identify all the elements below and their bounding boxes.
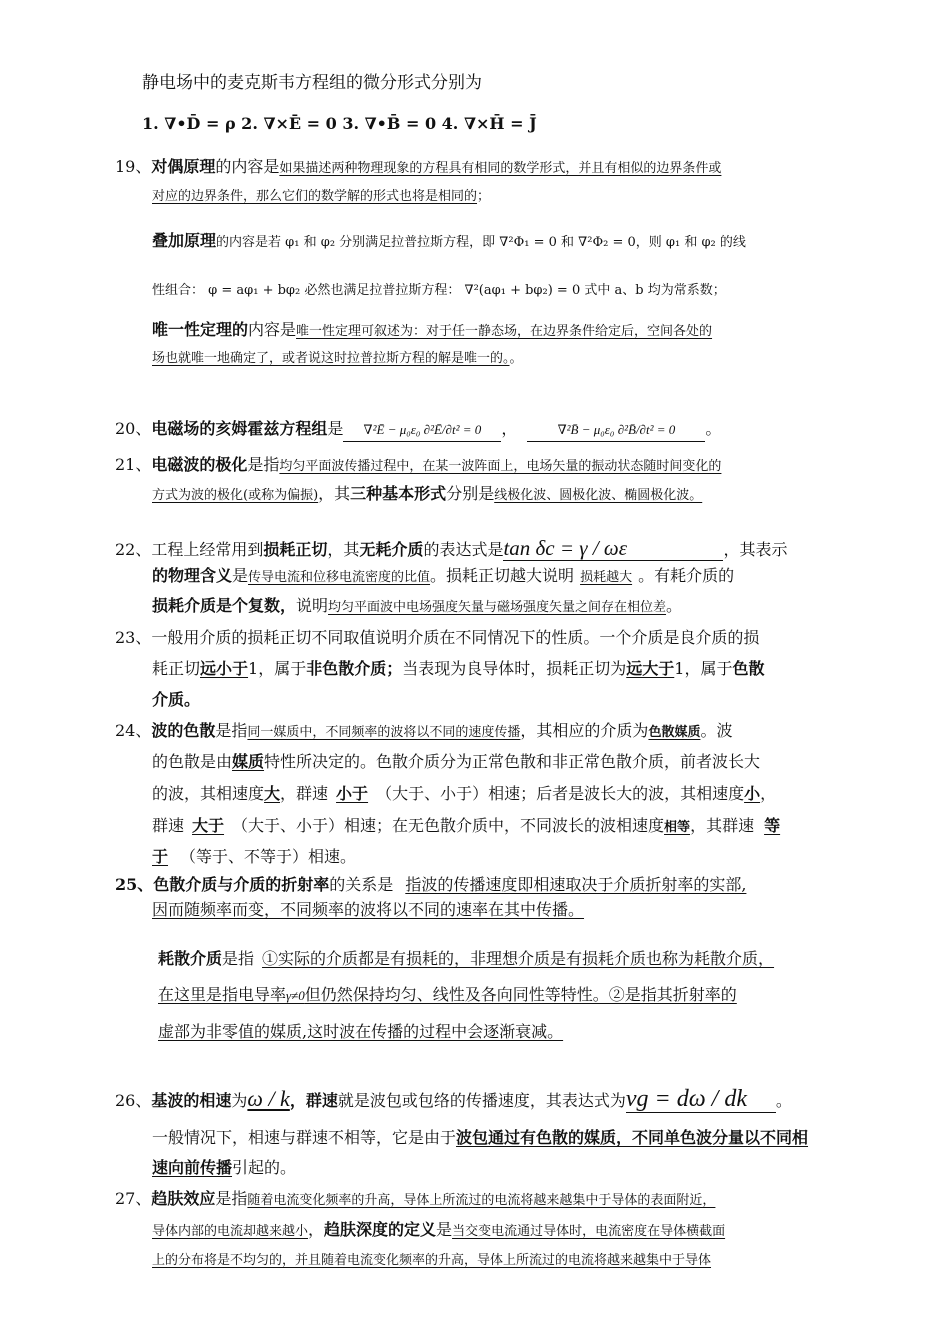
superposition-line2: 性组合： φ = aφ₁ + bφ₂ 必然也满足拉普拉斯方程： ∇²(aφ₁ + bφ₂) = 0 式中 a、b 均为常系数； xyxy=(152,283,726,298)
intro-line: 静电场中的麦克斯韦方程组的微分形式分别为 xyxy=(142,73,482,93)
q22-line2: 的物理含义是传导电流和位移电流密度的比值。损耗正切越大说明 损耗越大 。有耗介质的 xyxy=(152,566,735,585)
dissipative-line3: 虚部为非零值的媒质,这时波在传播的过程中会逐渐衰减。 xyxy=(158,1022,564,1041)
maxwell-equations: 1. ∇•D̄ = ρ 2. ∇×Ē = 0 3. ∇•B̄ = 0 4. ∇×H̄ = J̄ xyxy=(142,114,537,133)
loss-tangent-formula: tan δc = γ / ωε xyxy=(503,536,723,561)
uniqueness-term: 唯一性定理的 xyxy=(152,320,249,339)
q24-line4: 群速 大于 （大于、小于）相速；在无色散介质中，不同波长的波相速度相等，其群速 等 xyxy=(152,816,781,835)
q20-line: 20、电磁场的亥姆霍兹方程组是 ∇²Ē − μ₀ε₀ ∂²Ē/∂t² = 0 ， ∇²B̄ − μ₀ε₀ ∂²B̄/∂t² = 0 。 xyxy=(115,418,721,442)
q25-line2: 因而随频率而变，不同频率的波将以不同的速率在其中传播。 xyxy=(152,900,585,919)
superposition-line1: 叠加原理的内容是若 φ₁ 和 φ₂ 分别满足拉普拉斯方程，即 ∇²Φ₁ = 0 和 ∇²Φ₂ = 0，则 φ₁ 和 φ₂ 的线 xyxy=(152,231,746,250)
q26-line1: 26、基波的相速为ω / k，群速就是波包或包络的传播速度，其表达式为vg = dω / dk 。 xyxy=(115,1086,792,1112)
q27-line2: 导体内部的电流却越来越小，趋肤深度的定义是当交变电流通过导体时，电流密度在导体横截面 xyxy=(152,1220,726,1239)
q23-line1: 23、一般用介质的损耗正切不同取值说明介质在不同情况下的性质。一个介质是良介质的损 xyxy=(115,628,760,647)
q27-line1: 27、趋肤效应是指随着电流变化频率的升高，导体上所流过的电流将越来越集中于导体的表面附近， xyxy=(115,1189,716,1208)
q19-line1: 19、对偶原理的内容是如果描述两种物理现象的方程具有相同的数学形式，并且有相似的边界条件或 xyxy=(115,157,722,176)
q19-term: 对偶原理 xyxy=(151,157,216,176)
q24-line1: 24、波的色散是指同一媒质中，不同频率的波将以不同的速度传播，其相应的介质为色散媒质。波 xyxy=(115,721,733,740)
helmholtz-eq-e: ∇²Ē − μ₀ε₀ ∂²Ē/∂t² = 0 xyxy=(343,419,501,442)
superposition-term: 叠加原理 xyxy=(152,231,217,250)
q26-line2: 一般情况下，相速与群速不相等，它是由于波包通过有色散的媒质，不同单色波分量以不同相 xyxy=(152,1128,809,1147)
q27-line3: 上的分布将是不均匀的，并且随着电流变化频率的升高，导体上所流过的电流将越来越集中于导体 xyxy=(152,1253,712,1268)
q23-line2: 耗正切远小于1，属于非色散介质；当表现为良导体时，损耗正切为远大于1，属于色散 xyxy=(152,659,765,678)
dissipative-line2: 在这里是指电导率γ≠0但仍然保持均匀、线性及各向同性等特性。②是指其折射率的 xyxy=(158,985,737,1004)
q24-line2: 的色散是由媒质特性所决定的。色散介质分为正常色散和非正常色散介质，前者波长大 xyxy=(152,752,761,771)
q24-line3: 的波，其相速度大，群速 小于 （大于、小于）相速；后者是波长大的波，其相速度小， xyxy=(152,784,777,803)
q19-line2: 对应的边界条件，那么它们的数学解的形式也将是相同的； xyxy=(152,189,491,204)
q22-line1: 22、工程上经常用到损耗正切，其无耗介质的表达式是tan δc = γ / ωε ，其表示 xyxy=(115,536,788,560)
q23-line3: 介质。 xyxy=(152,690,201,709)
phase-velocity-formula: ω / k xyxy=(247,1086,290,1111)
q26-line3: 速向前传播引起的。 xyxy=(152,1158,297,1177)
q20-term: 电磁场的亥姆霍兹方程组 xyxy=(151,419,328,438)
q21-line1: 21、电磁波的极化是指均匀平面波传播过程中，在某一波阵面上，电场矢量的振动状态随时间变化的 xyxy=(115,455,722,474)
group-velocity-formula: vg = dω / dk xyxy=(626,1086,776,1113)
dissipative-line1: 耗散介质是指 ①实际的介质都是有损耗的，非理想介质是有损耗介质也称为耗散介质， xyxy=(158,949,775,968)
q24-line5: 于 （等于、不等于）相速。 xyxy=(152,847,357,866)
q19-number: 19、 xyxy=(115,157,152,176)
q22-line3: 损耗介质是个复数，说明均匀平面波中电场强度矢量与磁场强度矢量之间存在相位差。 xyxy=(152,596,683,615)
dissipative-term: 耗散介质 xyxy=(158,949,223,968)
q21-line2: 方式为波的极化(或称为偏振)，其三种基本形式分别是线极化波、圆极化波、椭圆极化波。 xyxy=(152,484,703,503)
uniqueness-line1: 唯一性定理的内容是唯一性定理可叙述为：对于任一静态场，在边界条件给定后，空间各处的 xyxy=(152,320,713,339)
helmholtz-eq-b: ∇²B̄ − μ₀ε₀ ∂²B̄/∂t² = 0 xyxy=(527,419,705,442)
uniqueness-line2: 场也就唯一地确定了，或者说这时拉普拉斯方程的解是唯一的。。 xyxy=(152,351,523,366)
q25-line1: 25、色散介质与介质的折射率的关系是 指波的传播速度即相速取决于介质折射率的实部, xyxy=(115,875,747,894)
q19-answer: 如果描述两种物理现象的方程具有相同的数学形式，并且有相似的边界条件或 xyxy=(279,161,722,176)
q21-term: 电磁波的极化 xyxy=(151,455,248,474)
